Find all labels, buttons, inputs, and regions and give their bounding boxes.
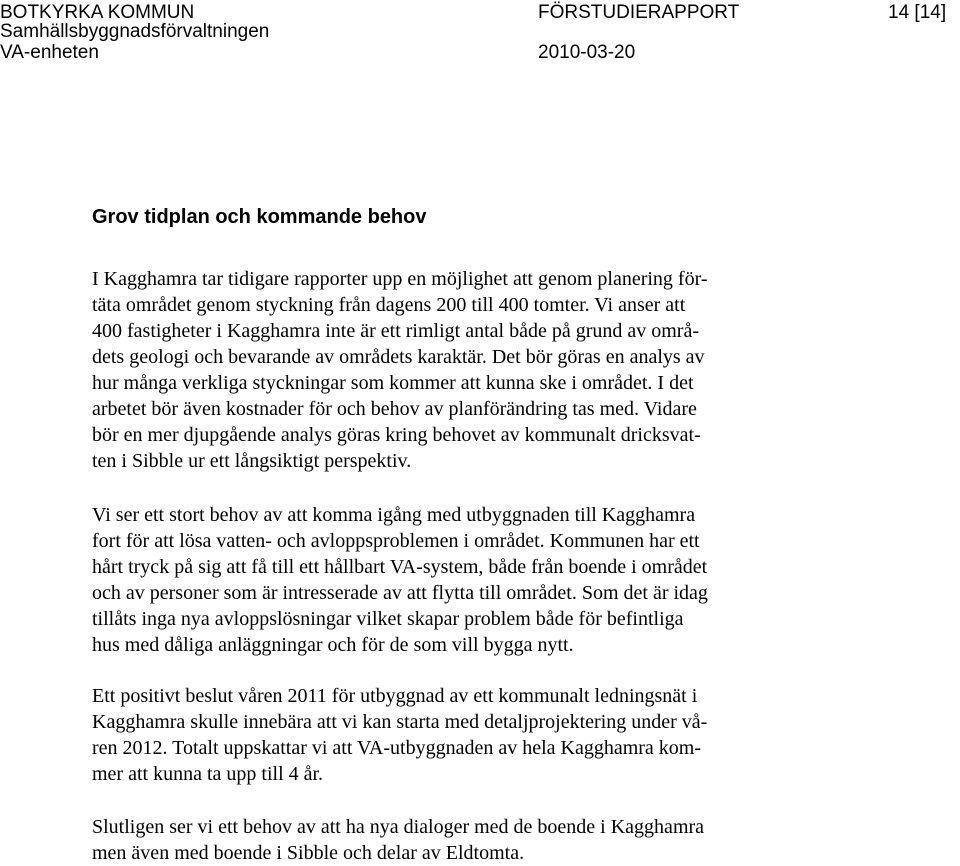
paragraph-line: Slutligen ser vi ett behov av att ha nya dialoger med de boende i Kagghamra: [92, 816, 705, 838]
paragraph-line: hus med dåliga anläggningar och för de som vill bygga nytt.: [92, 634, 574, 656]
paragraph-line: bör en mer djupgående analys göras kring behovet av kommunalt dricksvat-: [92, 424, 701, 446]
header-date: 2010-03-20: [538, 42, 636, 63]
paragraph-line: och av personer som är intresserade av att flytta till området. Som det är idag: [92, 582, 708, 604]
paragraph-line: tillåts inga nya avloppslösningar vilket skapar problem både för befintliga: [92, 608, 684, 630]
paragraph-line: I Kagghamra tar tidigare rapporter upp en möjlighet att genom planering för-: [92, 268, 708, 290]
paragraph-line: täta området genom styckning från dagens 200 till 400 tomter. Vi anser att: [92, 294, 686, 316]
paragraph-line: mer att kunna ta upp till 4 år.: [92, 763, 324, 785]
header-doc-type: FÖRSTUDIERAPPORT: [538, 2, 740, 23]
header-org: BOTKYRKA KOMMUN: [0, 2, 195, 23]
paragraph-line: men även med boende i Sibble och delar av Eldtomta.: [92, 842, 525, 864]
paragraph-line: Kagghamra skulle innebära att vi kan starta med detaljprojektering under vå-: [92, 711, 708, 733]
paragraph-2: [92, 502, 850, 658]
header-page-number: 14 [14]: [888, 2, 947, 23]
paragraph-line: Ett positivt beslut våren 2011 för utbyggnad av ett kommunalt ledningsnät i: [92, 685, 698, 707]
section-heading: Grov tidplan och kommande behov: [92, 206, 427, 228]
paragraph-4: [92, 814, 850, 866]
header-unit: VA-enheten: [0, 42, 99, 63]
paragraph-line: ren 2012. Totalt uppskattar vi att VA-utbyggnaden av hela Kagghamra kom-: [92, 737, 702, 759]
paragraph-3: [92, 683, 850, 787]
paragraph-line: ten i Sibble ur ett långsiktigt perspektiv.: [92, 450, 412, 472]
paragraph-line: 400 fastigheter i Kagghamra inte är ett rimligt antal både på grund av områ-: [92, 320, 700, 342]
paragraph-line: Vi ser ett stort behov av att komma igång med utbyggnaden till Kagghamra: [92, 504, 696, 526]
paragraph-line: hur många verkliga styckningar som kommer att kunna ske i området. I det: [92, 372, 694, 394]
paragraph-line: fort för att lösa vatten- och avloppsproblemen i området. Kommunen har ett: [92, 530, 700, 552]
paragraph-line: hårt tryck på sig att få till ett hållbart VA-system, både från boende i området: [92, 556, 708, 578]
paragraph-line: dets geologi och bevarande av områdets karaktär. Det bör göras en analys av: [92, 346, 705, 368]
header-dept: Samhällsbyggnadsförvaltningen: [0, 21, 270, 42]
paragraph-1: [92, 266, 850, 474]
paragraph-line: arbetet bör även kostnader för och behov av planförändring tas med. Vidare: [92, 398, 697, 420]
